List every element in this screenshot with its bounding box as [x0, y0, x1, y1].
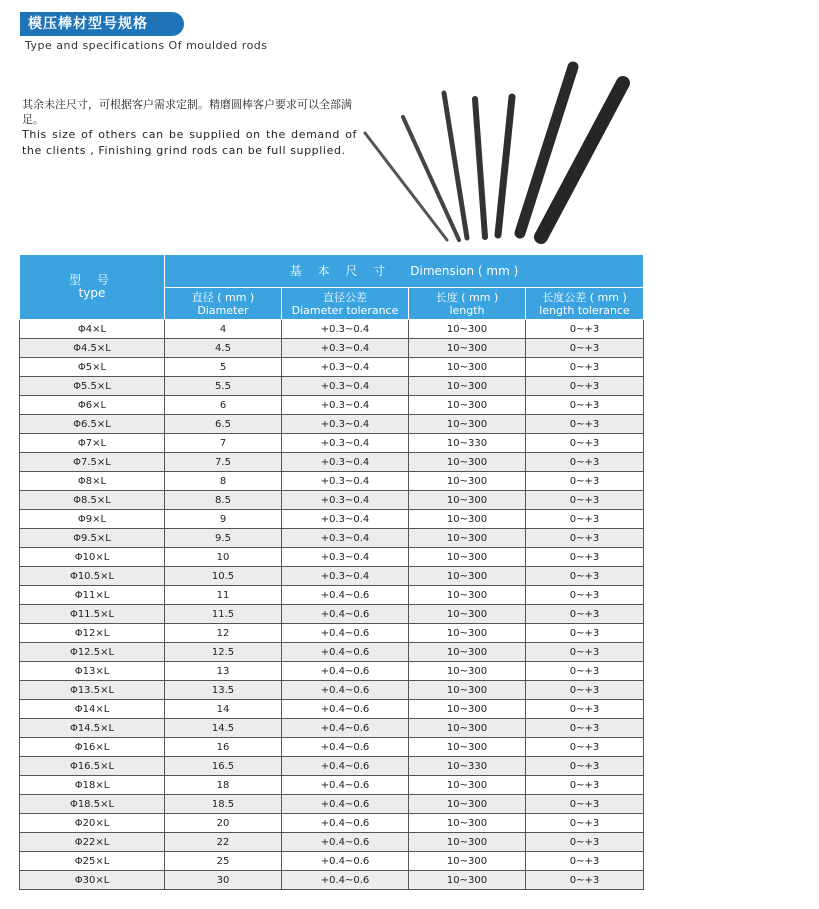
diameter-cell: 5: [165, 358, 282, 377]
diameter-cell: 13.5: [165, 681, 282, 700]
type-cell: Φ30×L: [20, 871, 165, 890]
length-cell: 10~300: [409, 624, 526, 643]
type-cell: Φ12.5×L: [20, 643, 165, 662]
diameter-tolerance-cell: +0.3~0.4: [282, 472, 409, 491]
diameter-cell: 11: [165, 586, 282, 605]
diameter-cell: 7.5: [165, 453, 282, 472]
diameter-tolerance-cell: +0.3~0.4: [282, 396, 409, 415]
length-cell: 10~300: [409, 339, 526, 358]
rod-icon: [520, 67, 573, 233]
length-cell: 10~300: [409, 320, 526, 339]
table-row: [20, 605, 644, 624]
type-cell: Φ16×L: [20, 738, 165, 757]
diameter-tolerance-cell: +0.4~0.6: [282, 681, 409, 700]
diameter-tolerance-cell: +0.4~0.6: [282, 795, 409, 814]
table-row: [20, 814, 644, 833]
diameter-tolerance-cell: +0.3~0.4: [282, 320, 409, 339]
table-row: [20, 643, 644, 662]
diameter-tolerance-cell: +0.3~0.4: [282, 491, 409, 510]
diameter-cell: 6.5: [165, 415, 282, 434]
diameter-tolerance-cell: +0.4~0.6: [282, 700, 409, 719]
note-english: This size of others can be supplied on the demand of the clients , Finishing grind rods can be full supplied.: [22, 128, 357, 157]
diameter-cell: 18.5: [165, 795, 282, 814]
type-cell: Φ5.5×L: [20, 377, 165, 396]
diameter-tolerance-cell: +0.4~0.6: [282, 871, 409, 890]
table-row: [20, 871, 644, 890]
length-cell: 10~300: [409, 567, 526, 586]
length-cell: 10~300: [409, 586, 526, 605]
spec-table-body: [20, 320, 644, 890]
table-row: [20, 662, 644, 681]
diameter-tolerance-cell: +0.3~0.4: [282, 415, 409, 434]
diameter-tolerance-cell: +0.3~0.4: [282, 510, 409, 529]
carbide-rods-image: [355, 55, 645, 255]
diameter-tolerance-cell: +0.4~0.6: [282, 719, 409, 738]
length-tolerance-cell: 0~+3: [526, 738, 644, 757]
col-length-header: 长度 ( mm ) length: [409, 288, 526, 320]
type-cell: Φ9×L: [20, 510, 165, 529]
length-tolerance-cell: 0~+3: [526, 339, 644, 358]
table-row: [20, 377, 644, 396]
length-tolerance-cell: 0~+3: [526, 586, 644, 605]
table-row: [20, 453, 644, 472]
type-cell: Φ5×L: [20, 358, 165, 377]
diameter-tolerance-cell: +0.3~0.4: [282, 529, 409, 548]
table-row: [20, 472, 644, 491]
diameter-cell: 6: [165, 396, 282, 415]
diameter-cell: 11.5: [165, 605, 282, 624]
diameter-cell: 30: [165, 871, 282, 890]
diameter-tolerance-cell: +0.4~0.6: [282, 605, 409, 624]
table-row: [20, 358, 644, 377]
diameter-tolerance-cell: +0.3~0.4: [282, 434, 409, 453]
length-tolerance-cell: 0~+3: [526, 719, 644, 738]
table-row: [20, 738, 644, 757]
length-tolerance-cell: 0~+3: [526, 453, 644, 472]
table-row: [20, 681, 644, 700]
diameter-cell: 13: [165, 662, 282, 681]
table-row: [20, 320, 644, 339]
length-tolerance-cell: 0~+3: [526, 567, 644, 586]
diameter-tolerance-cell: +0.3~0.4: [282, 453, 409, 472]
rod-icon: [475, 99, 485, 237]
diameter-cell: 8.5: [165, 491, 282, 510]
type-cell: Φ12×L: [20, 624, 165, 643]
table-row: [20, 567, 644, 586]
length-cell: 10~300: [409, 396, 526, 415]
type-cell: Φ8.5×L: [20, 491, 165, 510]
diameter-tolerance-cell: +0.4~0.6: [282, 643, 409, 662]
length-tolerance-cell: 0~+3: [526, 852, 644, 871]
spec-table: [19, 254, 644, 890]
length-tolerance-cell: 0~+3: [526, 529, 644, 548]
type-cell: Φ4.5×L: [20, 339, 165, 358]
length-tolerance-cell: 0~+3: [526, 320, 644, 339]
table-row: [20, 757, 644, 776]
table-row: [20, 586, 644, 605]
type-cell: Φ14×L: [20, 700, 165, 719]
diameter-tolerance-cell: +0.4~0.6: [282, 624, 409, 643]
length-cell: 10~300: [409, 415, 526, 434]
length-cell: 10~300: [409, 852, 526, 871]
type-cell: Φ13×L: [20, 662, 165, 681]
diameter-cell: 12: [165, 624, 282, 643]
diameter-tolerance-cell: +0.3~0.4: [282, 567, 409, 586]
note-chinese: 其余未注尺寸，可根据客户需求定制。精磨圆棒客户要求可以全部满足。: [22, 98, 352, 126]
diameter-tolerance-cell: +0.4~0.6: [282, 814, 409, 833]
length-cell: 10~300: [409, 795, 526, 814]
table-row: [20, 339, 644, 358]
type-cell: Φ11×L: [20, 586, 165, 605]
type-cell: Φ7.5×L: [20, 453, 165, 472]
table-row: [20, 415, 644, 434]
diameter-tolerance-cell: +0.4~0.6: [282, 662, 409, 681]
length-cell: 10~330: [409, 434, 526, 453]
length-cell: 10~330: [409, 757, 526, 776]
table-row: [20, 795, 644, 814]
diameter-cell: 8: [165, 472, 282, 491]
diameter-cell: 10: [165, 548, 282, 567]
type-cell: Φ8×L: [20, 472, 165, 491]
table-row: [20, 529, 644, 548]
length-tolerance-cell: 0~+3: [526, 510, 644, 529]
table-row: [20, 548, 644, 567]
length-cell: 10~300: [409, 529, 526, 548]
col-diameter-header: 直径 ( mm ) Diameter: [165, 288, 282, 320]
length-cell: 10~300: [409, 719, 526, 738]
type-cell: Φ6×L: [20, 396, 165, 415]
col-length-tolerance-header: 长度公差 ( mm ) length tolerance: [526, 288, 644, 320]
length-tolerance-cell: 0~+3: [526, 795, 644, 814]
type-cell: Φ18.5×L: [20, 795, 165, 814]
length-cell: 10~300: [409, 358, 526, 377]
diameter-tolerance-cell: +0.4~0.6: [282, 833, 409, 852]
length-cell: 10~300: [409, 681, 526, 700]
length-tolerance-cell: 0~+3: [526, 491, 644, 510]
type-cell: Φ11.5×L: [20, 605, 165, 624]
length-tolerance-cell: 0~+3: [526, 377, 644, 396]
diameter-cell: 16.5: [165, 757, 282, 776]
length-cell: 10~300: [409, 643, 526, 662]
table-row: [20, 396, 644, 415]
length-cell: 10~300: [409, 453, 526, 472]
diameter-tolerance-cell: +0.3~0.4: [282, 339, 409, 358]
diameter-cell: 18: [165, 776, 282, 795]
length-tolerance-cell: 0~+3: [526, 415, 644, 434]
table-row: [20, 833, 644, 852]
diameter-cell: 9: [165, 510, 282, 529]
table-row: [20, 852, 644, 871]
length-tolerance-cell: 0~+3: [526, 681, 644, 700]
length-cell: 10~300: [409, 662, 526, 681]
diameter-tolerance-cell: +0.4~0.6: [282, 852, 409, 871]
type-cell: Φ10.5×L: [20, 567, 165, 586]
length-tolerance-cell: 0~+3: [526, 605, 644, 624]
type-cell: Φ22×L: [20, 833, 165, 852]
diameter-cell: 12.5: [165, 643, 282, 662]
section-subtitle: Type and specifications Of moulded rods: [25, 39, 268, 52]
table-row: [20, 700, 644, 719]
type-cell: Φ4×L: [20, 320, 165, 339]
length-tolerance-cell: 0~+3: [526, 358, 644, 377]
diameter-cell: 4.5: [165, 339, 282, 358]
length-cell: 10~300: [409, 871, 526, 890]
length-cell: 10~300: [409, 776, 526, 795]
diameter-tolerance-cell: +0.4~0.6: [282, 738, 409, 757]
length-cell: 10~300: [409, 738, 526, 757]
length-tolerance-cell: 0~+3: [526, 472, 644, 491]
type-cell: Φ10×L: [20, 548, 165, 567]
length-cell: 10~300: [409, 548, 526, 567]
length-tolerance-cell: 0~+3: [526, 757, 644, 776]
length-tolerance-cell: 0~+3: [526, 624, 644, 643]
diameter-cell: 7: [165, 434, 282, 453]
table-row: [20, 719, 644, 738]
diameter-tolerance-cell: +0.4~0.6: [282, 586, 409, 605]
type-cell: Φ14.5×L: [20, 719, 165, 738]
length-tolerance-cell: 0~+3: [526, 643, 644, 662]
diameter-tolerance-cell: +0.4~0.6: [282, 757, 409, 776]
diameter-cell: 14: [165, 700, 282, 719]
length-cell: 10~300: [409, 510, 526, 529]
table-row: [20, 776, 644, 795]
length-tolerance-cell: 0~+3: [526, 833, 644, 852]
length-cell: 10~300: [409, 491, 526, 510]
type-cell: Φ18×L: [20, 776, 165, 795]
rod-icon: [498, 97, 512, 235]
length-tolerance-cell: 0~+3: [526, 814, 644, 833]
length-cell: 10~300: [409, 605, 526, 624]
type-cell: Φ20×L: [20, 814, 165, 833]
diameter-cell: 9.5: [165, 529, 282, 548]
diameter-cell: 5.5: [165, 377, 282, 396]
length-tolerance-cell: 0~+3: [526, 396, 644, 415]
table-row: [20, 624, 644, 643]
length-tolerance-cell: 0~+3: [526, 776, 644, 795]
length-cell: 10~300: [409, 814, 526, 833]
length-tolerance-cell: 0~+3: [526, 700, 644, 719]
length-cell: 10~300: [409, 472, 526, 491]
diameter-cell: 4: [165, 320, 282, 339]
length-tolerance-cell: 0~+3: [526, 434, 644, 453]
type-cell: Φ16.5×L: [20, 757, 165, 776]
table-row: [20, 491, 644, 510]
type-cell: Φ6.5×L: [20, 415, 165, 434]
length-cell: 10~300: [409, 700, 526, 719]
diameter-cell: 14.5: [165, 719, 282, 738]
col-diameter-tolerance-header: 直径公差 Diameter tolerance: [282, 288, 409, 320]
diameter-cell: 20: [165, 814, 282, 833]
length-tolerance-cell: 0~+3: [526, 548, 644, 567]
type-cell: Φ25×L: [20, 852, 165, 871]
type-cell: Φ7×L: [20, 434, 165, 453]
diameter-cell: 10.5: [165, 567, 282, 586]
diameter-tolerance-cell: +0.3~0.4: [282, 548, 409, 567]
dimension-header: 基 本 尺 寸 Dimension ( mm ): [165, 255, 644, 288]
table-row: [20, 510, 644, 529]
type-cell: Φ9.5×L: [20, 529, 165, 548]
diameter-cell: 16: [165, 738, 282, 757]
diameter-tolerance-cell: +0.3~0.4: [282, 358, 409, 377]
length-tolerance-cell: 0~+3: [526, 871, 644, 890]
table-row: [20, 434, 644, 453]
section-title: 模压棒材型号规格: [20, 12, 184, 36]
diameter-cell: 25: [165, 852, 282, 871]
length-cell: 10~300: [409, 833, 526, 852]
rod-icon: [541, 83, 623, 237]
type-header: 型 号 type: [20, 255, 165, 320]
type-cell: Φ13.5×L: [20, 681, 165, 700]
diameter-tolerance-cell: +0.4~0.6: [282, 776, 409, 795]
length-tolerance-cell: 0~+3: [526, 662, 644, 681]
diameter-tolerance-cell: +0.3~0.4: [282, 377, 409, 396]
length-cell: 10~300: [409, 377, 526, 396]
diameter-cell: 22: [165, 833, 282, 852]
